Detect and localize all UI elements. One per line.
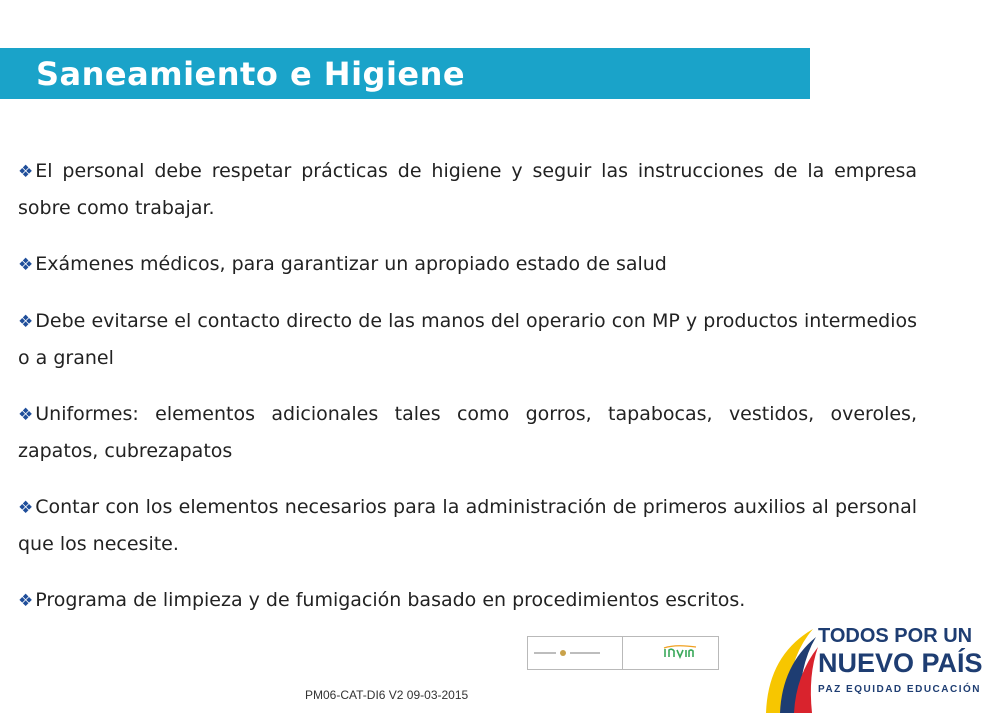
bullet-text: Programa de limpieza y de fumigación basado en procedimientos escritos. (35, 589, 746, 611)
diamond-bullet-icon: ❖ (18, 498, 34, 518)
gov-slogan-line1: TODOS POR UN (818, 625, 973, 647)
diamond-bullet-icon: ❖ (18, 162, 34, 182)
bullet-text: Contar con los elementos necesarios para la administración de primeros auxilios al personal que los necesite. (18, 496, 917, 555)
gov-slogan-line2: NUEVO PAÍS (818, 648, 983, 678)
list-item (18, 396, 917, 469)
document-code: PM06-CAT-DI6 V2 09-03-2015 (305, 688, 469, 702)
bullet-text: El personal debe respetar prácticas de higiene y seguir las instrucciones de la empresa sobre como trabajar. (18, 160, 917, 219)
institution-logos (527, 636, 719, 670)
list-item (18, 303, 917, 376)
bullet-list (18, 153, 917, 639)
diamond-bullet-icon: ❖ (18, 255, 34, 275)
bullet-text: Exámenes médicos, para garantizar un apropiado estado de salud (35, 253, 667, 275)
invima-logo (663, 645, 697, 662)
list-item (18, 582, 917, 619)
diamond-bullet-icon: ❖ (18, 591, 34, 611)
slide-title: Saneamiento e Higiene (36, 55, 466, 93)
diamond-bullet-icon: ❖ (18, 405, 34, 425)
gov-slogan-line3: PAZ EQUIDAD EDUCACIÓN (818, 684, 981, 695)
bullet-text: Debe evitarse el contacto directo de las manos del operario con MP y productos intermedios o a granel (18, 310, 917, 369)
list-item (18, 489, 917, 562)
list-item (18, 246, 917, 283)
bullet-text: Uniformes: elementos adicionales tales como gorros, tapabocas, vestidos, overoles, zapatos, cubrezapatos (18, 403, 917, 462)
diamond-bullet-icon: ❖ (18, 312, 34, 332)
list-item (18, 153, 917, 226)
logo-divider (622, 637, 623, 669)
minsalud-logo (534, 650, 616, 656)
invima-wordmark-icon (663, 645, 697, 659)
